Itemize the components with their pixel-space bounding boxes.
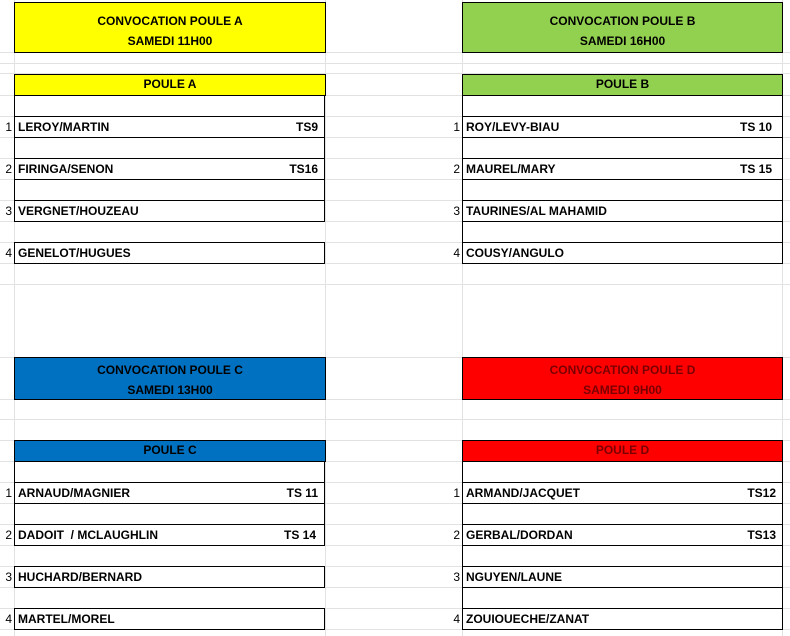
convocation-c-banner: [14, 357, 326, 400]
poule-b-spacer: [462, 221, 783, 243]
team-name: GENELOT/HUGUES: [18, 246, 131, 260]
poule-c-team-row-1: [14, 482, 325, 504]
team-seed: TS9: [295, 120, 318, 134]
poule-b-spacer: [462, 179, 783, 201]
team-number: 4: [5, 246, 12, 260]
team-seed: TS 15: [739, 162, 772, 176]
team-name: GERBAL/DORDAN: [466, 528, 573, 542]
team-name: NGUYEN/LAUNE: [466, 570, 563, 584]
team-name: ZOUIOUECHE/ZANAT: [466, 612, 590, 626]
poule-d-spacer: [462, 461, 783, 483]
poule-d-spacer: [462, 503, 783, 525]
team-number: 3: [5, 204, 12, 218]
team-seed: TS13: [747, 528, 776, 542]
poule-a-team-row-2: [14, 158, 325, 180]
convocation-b-banner: [462, 2, 783, 53]
team-number: 3: [453, 570, 460, 584]
team-number: 4: [453, 612, 460, 626]
team-seed: TS 11: [286, 486, 318, 500]
team-number: 3: [5, 570, 12, 584]
team-number: 3: [453, 204, 460, 218]
poule-a-team-row-3: [14, 200, 325, 222]
team-name: COUSY/ANGULO: [466, 246, 565, 260]
poule-d-spacer: [462, 545, 783, 567]
poule-a-header: POULE A: [14, 74, 326, 96]
team-seed: TS 14: [283, 528, 316, 542]
poule-c-spacer: [14, 461, 325, 483]
team-name: LEROY/MARTIN: [18, 120, 110, 134]
poule-d-team-row-4: [462, 608, 783, 630]
team-name: MAUREL/MARY: [466, 162, 556, 176]
team-number: 2: [453, 528, 460, 542]
poule-b-team-row-4: [462, 242, 783, 264]
team-name: ROY/LEVY-BIAU: [466, 120, 560, 134]
poule-a-team-row-1: [14, 116, 325, 138]
convocation-a-banner: [14, 2, 326, 53]
team-number: 1: [5, 120, 12, 134]
team-name: MARTEL/MOREL: [18, 612, 115, 626]
team-number: 1: [453, 120, 460, 134]
poule-d-header: POULE D: [462, 440, 783, 462]
convocation-d-time: SAMEDI 9H00: [583, 383, 662, 397]
poule-c-team-row-4: [14, 608, 325, 630]
poule-b-spacer: [462, 95, 783, 117]
team-number: 2: [5, 162, 12, 176]
poule-b-team-row-1: [462, 116, 783, 138]
team-number: 2: [453, 162, 460, 176]
convocation-d-banner: [462, 357, 783, 400]
poule-d-team-row-3: [462, 566, 783, 588]
team-name: DADOIT / MCLAUGHLIN: [18, 528, 158, 542]
team-number: 4: [5, 612, 12, 626]
team-number: 2: [5, 528, 12, 542]
poule-c-team-row-2: [14, 524, 325, 546]
team-name: TAURINES/AL MAHAMID: [466, 204, 607, 218]
team-name: FIRINGA/SENON: [18, 162, 114, 176]
team-seed: TS 10: [739, 120, 772, 134]
team-seed: TS12: [747, 486, 776, 500]
poule-b-team-row-3: [462, 200, 783, 222]
poule-b-team-row-2: [462, 158, 783, 180]
convocation-a-title: CONVOCATION POULE A: [97, 14, 243, 28]
team-name: VERGNET/HOUZEAU: [18, 204, 139, 218]
poule-d-team-row-2: [462, 524, 783, 546]
convocation-a-time: SAMEDI 11H00: [127, 34, 213, 48]
team-seed: TS16: [289, 162, 318, 176]
poule-b-spacer: [462, 137, 783, 159]
poule-d-spacer: [462, 587, 783, 609]
poule-a-spacer: [14, 179, 325, 201]
team-number: 4: [453, 246, 460, 260]
poule-a-spacer: [14, 137, 325, 159]
convocation-d-title: CONVOCATION POULE D: [549, 363, 696, 377]
team-number: 1: [5, 486, 12, 500]
poule-b-header: POULE B: [462, 74, 783, 96]
poule-c-spacer: [14, 503, 325, 525]
convocation-c-title: CONVOCATION POULE C: [97, 363, 243, 377]
poule-c-header: POULE C: [14, 440, 326, 462]
poule-d-team-row-1: [462, 482, 783, 504]
team-number: 1: [453, 486, 460, 500]
convocation-c-time: SAMEDI 13H00: [127, 383, 213, 397]
team-name: ARMAND/JACQUET: [466, 486, 580, 500]
team-name: HUCHARD/BERNARD: [18, 570, 142, 584]
convocation-b-time: SAMEDI 16H00: [579, 34, 666, 48]
team-name: ARNAUD/MAGNIER: [18, 486, 130, 500]
poule-a-team-row-4: [14, 242, 325, 264]
poule-a-spacer: [14, 95, 325, 117]
convocation-b-title: CONVOCATION POULE B: [549, 14, 696, 28]
poule-c-team-row-3: [14, 566, 325, 588]
